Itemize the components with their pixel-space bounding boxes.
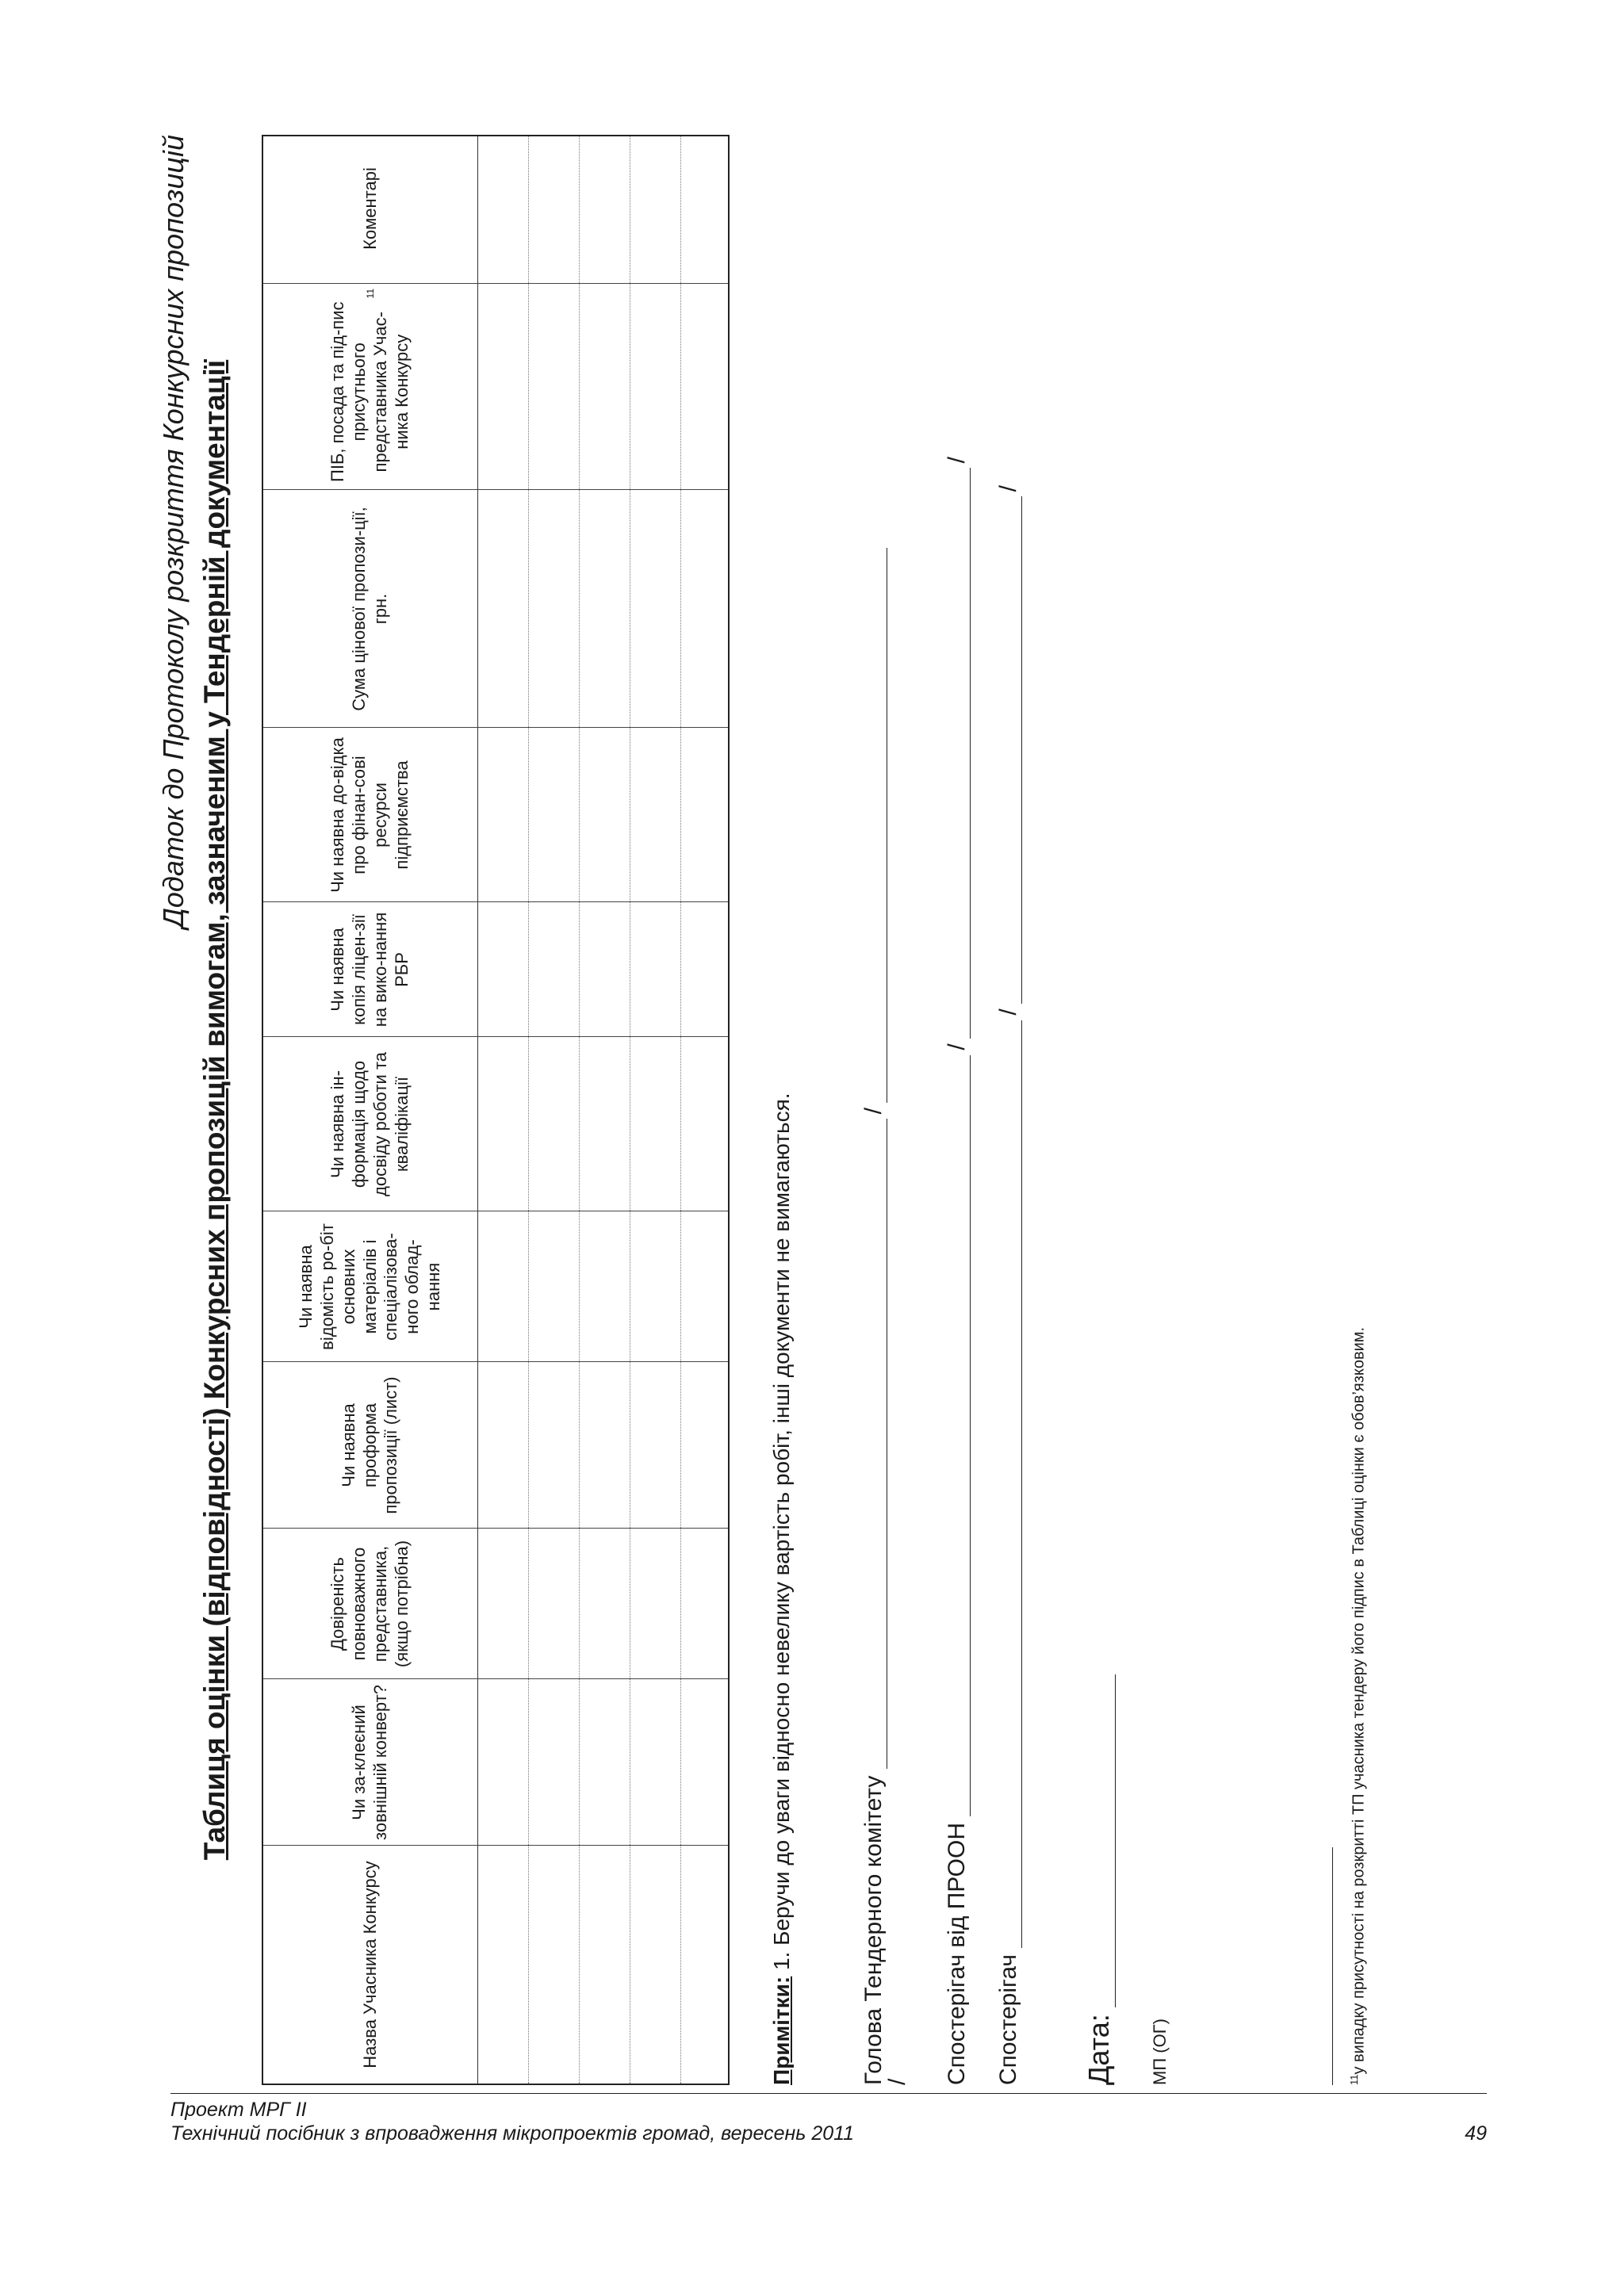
table-row [579,136,630,2084]
header-materials-list: Чи наявна відомість ро-біт основних матеріалів і спеціалізова-ного облад-нання [296,1223,444,1350]
page-footer [170,2093,1487,2157]
footer-project: Проект МРГ ІІ [170,2099,307,2121]
footnote-divider [1332,1847,1333,2085]
table-row [630,136,680,2084]
signature-undp-observer-label: Спостерігач від ПРООН [944,1823,970,2085]
footnote [1348,1327,1369,2085]
header-comments: Коментарі [359,167,380,250]
header-license-copy: Чи наявна копія ліцен-зії на вико-нання РБР [327,912,412,1027]
signature-undp-name-line [969,468,971,1039]
table-title: Таблиця оцінки (відповідності) Конкурсних пропозицій вимогам, зазначеним у Тендерній документації [198,359,231,1861]
notes-text: 1. Беручи до уваги відносно невелику вартість робіт, інші документи не вимагаються. [769,1093,794,1976]
header-sealed-envelope: Чи за-клеєний зовнішній конверт? [349,1685,390,1840]
notes-label: Примітки: [769,1976,794,2085]
header-representative-text: ПІБ, посада та під-пис присутнього представника Учас-ника Конкурсу [327,301,412,482]
signature-chair-slash-2 [884,2079,911,2085]
signature-observer-line [1021,1020,1022,1948]
header-financial-certificate: Чи наявна до-відка про фінан-сові ресурси підприємства [327,737,412,893]
footer-subtitle: Технічний посібник з впровадження мікропроектів громад, вересень 2011 [170,2122,855,2145]
header-representative [263,284,477,490]
header-experience-info: Чи наявна ін-формація щодо досвіду роботи та кваліфікації [327,1052,412,1196]
table-row [680,136,730,2084]
signature-chair-name-line [886,548,887,1103]
table-row [528,136,579,2084]
signature-observer-label: Спостерігач [995,1954,1021,2085]
date-line [1114,1674,1116,2007]
header-price-sum: Сума цінової пропози-ції, грн. [349,507,390,711]
signature-chair-line [886,1119,887,1769]
footnote-text: у випадку присутності на розкритті ТП учасника тендеру його підпис в Таблиці оцінки є обов’язковим. [1350,1326,1368,2075]
header-power-of-attorney: Довіреність повноважного представника, (якщо потрібна) [327,1540,412,1668]
rotated-page-content [143,55,1570,2085]
signature-observer-slash-end: / [995,484,1021,492]
evaluation-table [262,135,730,2085]
signature-undp-slash: / [944,1043,970,1050]
footnote-ref: 11 [364,289,376,299]
signature-observer-slash: / [995,1008,1021,1016]
header-proforma: Чи наявна проформа пропозиції (лист) [338,1376,401,1514]
signature-chair [860,548,887,2085]
signature-chair-slash: / [860,1107,887,1115]
table-row [477,136,528,2084]
signature-undp-slash-end: / [944,456,970,464]
page-number: 49 [1465,2122,1487,2145]
signature-observer-name-line [1021,496,1022,1004]
signature-chair-slash-2-text: / [884,2078,910,2085]
footnote-number: 11 [1348,2074,1360,2085]
signature-observer [995,480,1022,2085]
signature-undp-line [969,1055,971,1816]
stamp-label: МП (ОГ) [1150,2019,1170,2085]
header-participant-name: Назва Учасника Конкурсу [359,1861,380,2068]
date-label: Дата: [1082,2014,1115,2085]
notes [769,1093,795,2085]
date-field [1082,1674,1116,2085]
signature-undp-observer [944,452,971,2085]
signature-chair-label: Голова Тендерного комітету [860,1775,887,2085]
addendum-caption: Додаток до Протоколу розкриття Конкурсних пропозицій [157,135,190,928]
